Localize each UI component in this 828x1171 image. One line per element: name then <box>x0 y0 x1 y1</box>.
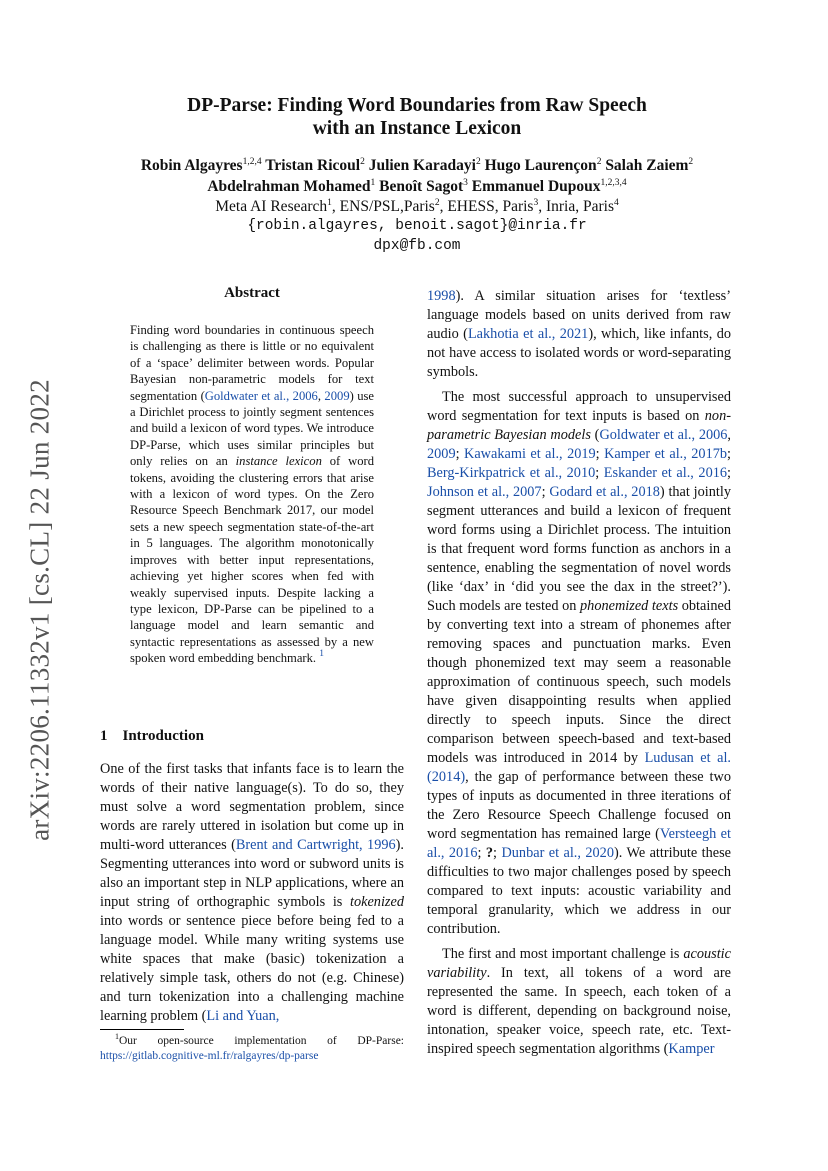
footnote-mark-link[interactable] <box>319 651 324 665</box>
body-text: ; <box>541 484 550 500</box>
citation-link[interactable]: 2009 <box>427 446 456 462</box>
footnote-url-link[interactable]: https://gitlab.cognitive-ml.fr/ralgayres/dp-parse <box>100 1050 319 1062</box>
body-text: ). We attribute these difficulties to two major challenges posed by speech compared to text inputs: acoustic variability and temporal granularity, which we address in our contribution. <box>427 845 732 937</box>
author-name: Abdelrahman Mohamed <box>207 178 371 195</box>
citation-link[interactable]: Versteegh et al., 2016 <box>427 826 732 861</box>
author-affil-mark: 1,2,3,4 <box>600 178 627 188</box>
citation-link[interactable]: Brent and Cartwright, 1996 <box>235 837 396 853</box>
body-text: ; <box>493 845 502 861</box>
citation-link[interactable]: Berg-Kirkpatrick et al., 2010 <box>427 465 596 481</box>
affil-mark: 3 <box>533 198 539 208</box>
affiliation-meta: Meta AI Research <box>215 198 328 215</box>
author-affil-mark: 2 <box>360 157 365 167</box>
citation-link[interactable]: 1998 <box>427 288 456 304</box>
body-text: ) that jointly segment utterances and build a lexicon of frequent word forms using a Dirichlet process. The intuition is that frequent word forms function as anchors in a sentence, enabling the segmentation of novel words (like ‘dax’ in ‘did you see the dax in the street?’). Such models are tested on <box>427 484 731 614</box>
arxiv-identifier <box>20 360 60 860</box>
body-text: . In text, all tokens of a word are represented the same. In speech, each token of a word is different, depending on background noise, intonation, speaker voice, speech rate, etc. Text-inspired speech segmentation algorithms ( <box>427 965 731 1057</box>
citation-link[interactable]: Kamper <box>668 1041 715 1057</box>
body-emphasis: acoustic variability <box>427 946 731 981</box>
body-emphasis: phonemized texts <box>580 598 679 614</box>
body-text: The most successful approach to unsupervised word segmentation for text inputs is based on <box>427 389 731 424</box>
affiliation-ens: , ENS/PSL,Paris <box>331 198 435 215</box>
abstract-text: of word tokens, avoiding the clustering errors that arise with a lexicon of word types. On the Zero Resource Speech Benchmark 2017, our model sets a new speech segmentation state-of-the-art in 5 languages. The algorithm monotonically improves with better input representations, achieving yet higher scores when fed with weakly supervised inputs. Despite lacking a type lexicon, DP-Parse can be pipelined to a language model and learn semantic and syntactic representations as assessed by a new spoken word embedding benchmark. <box>130 454 375 666</box>
body-text: ). Segmenting utterances into word or subword units is also an important step in NLP applications, where an input string of orthographic symbols is <box>100 837 404 910</box>
author-name: Hugo Laurençon <box>484 157 597 174</box>
section-number: 1 <box>100 728 108 744</box>
author-list <box>100 155 734 197</box>
author-affil-mark: 2 <box>688 157 694 167</box>
author-name: Salah Zaiem <box>605 157 689 174</box>
author-name: Julien Karadayi <box>368 157 476 174</box>
author-name: Benoît Sagot <box>379 178 464 195</box>
title-line-2: with an Instance Lexicon <box>312 118 522 139</box>
body-text: ; <box>727 465 732 481</box>
body-text: into words or sentence piece before being fed to a language model. While many writing systems use white spaces that make (basic) tokenization a relatively simple task, others do not (e.g. Chinese) and turn tokenization into a challenging machine learning problem ( <box>100 913 404 1024</box>
footnote <box>100 1034 404 1064</box>
abstract-text: , <box>317 388 325 403</box>
paper-title <box>100 94 734 140</box>
body-text: obtained by converting text into a stream of phonemes after removing spaces and punctuation marks. Even though phonemized text may seem a reasonable approximation of continuous speech, such models have given disappointing results when applied directly to speech inputs. Since the direct comparison between speech-based and text-based models was introduced in 2014 by <box>427 598 731 766</box>
abstract-text: Finding word boundaries in continuous speech is challenging as there is little or no equivalent of a ‘space’ delimiter between words. Popular Bayesian non-parametric models for text segmentation ( <box>130 323 374 403</box>
missing-citation-mark: ? <box>485 845 494 861</box>
right-column-body <box>427 287 731 1059</box>
citation-link[interactable]: Dunbar et al., 2020 <box>501 845 614 861</box>
citation-link[interactable]: Kamper et al., 2017b <box>604 446 728 462</box>
body-text: ; <box>595 446 605 462</box>
citation-link[interactable]: Ludusan et al. (2014) <box>427 750 731 785</box>
affil-mark: 4 <box>613 198 619 208</box>
abstract-text: ) use a Dirichlet process to jointly segment sentences and build a lexicon of word types. We introduce DP-Parse, which uses similar principles but only relies on an <box>130 388 375 469</box>
author-name: Robin Algayres <box>140 157 243 174</box>
author-affil-mark: 3 <box>463 178 468 188</box>
citation-link[interactable]: Goldwater et al., 2006 <box>599 427 728 443</box>
abstract-emphasis: instance lexicon <box>235 454 322 469</box>
abstract-body <box>130 322 374 667</box>
intro-paragraph-2 <box>427 388 731 939</box>
citation-link[interactable]: Johnson et al., 2007 <box>427 484 542 500</box>
author-name: Tristan Ricoul <box>265 157 361 174</box>
body-text: The first and most important challenge is <box>442 946 684 962</box>
body-text: ; <box>455 446 465 462</box>
author-line-1 <box>100 155 734 176</box>
title-line-1: DP-Parse: Finding Word Boundaries from Raw Speech <box>187 95 647 116</box>
author-line-2 <box>100 176 734 197</box>
author-affil-mark: 2 <box>596 157 602 167</box>
body-text: ). A similar situation arises for ‘textless’ language models based on units derived from raw audio ( <box>427 288 731 342</box>
abstract-heading: Abstract <box>224 285 280 301</box>
footnote-number: 1 <box>115 1032 119 1041</box>
citation-link[interactable]: 2009 <box>324 388 350 403</box>
intro-paragraph-1 <box>100 760 404 1026</box>
citation-link[interactable]: Kawakami et al., 2019 <box>464 446 596 462</box>
section-title: Introduction <box>122 728 204 744</box>
body-text: , <box>727 427 731 443</box>
affiliations <box>100 197 734 217</box>
body-emphasis: non-parametric Bayesian models <box>427 408 731 443</box>
affil-mark: 1 <box>327 198 332 208</box>
body-text: One of the first tasks that infants face is to learn the words of their native language(s). To do so, they must solve a word segmentation problem, since words are rarely uttered in isolation but come up in multi-word utterances ( <box>100 761 404 853</box>
footnote-rule <box>100 1029 184 1030</box>
body-text: ; <box>727 446 731 462</box>
affiliation-inria: , Inria, Paris <box>538 198 614 215</box>
author-emails <box>100 216 734 256</box>
affiliation-ehess: , EHESS, Paris <box>439 198 534 215</box>
footnote-text: Our open-source implementation of DP-Parse: <box>119 1035 404 1047</box>
citation-link[interactable]: Lakhotia et al., 2021 <box>467 326 589 342</box>
citation-link[interactable]: Li and Yuan, <box>206 1008 280 1024</box>
author-affil-mark: 1,2,4 <box>242 157 262 167</box>
section-heading-introduction <box>100 728 204 745</box>
footnote-mark: 1 <box>319 649 324 660</box>
body-text: ( <box>590 427 600 443</box>
body-text: ), which, like infants, do not have access to isolated words or word-separating symbols. <box>427 326 731 380</box>
author-affil-mark: 2 <box>475 157 481 167</box>
body-text: ; <box>477 845 486 861</box>
intro-paragraph-1-cont <box>427 287 731 382</box>
body-emphasis: tokenized <box>350 894 404 910</box>
citation-link[interactable]: Goldwater et al., 2006 <box>204 388 318 403</box>
arxiv-identifier-text: arXiv:2206.11332v1 [cs.CL] 22 Jun 2022 <box>24 379 55 841</box>
affil-mark: 2 <box>434 198 440 208</box>
email-line-2: dpx@fb.com <box>373 238 461 254</box>
citation-link[interactable]: Godard et al., 2018 <box>549 484 660 500</box>
citation-link[interactable]: Eskander et al., 2016 <box>603 465 728 481</box>
author-affil-mark: 1 <box>370 178 376 188</box>
body-text: ; <box>595 465 604 481</box>
body-text: , the gap of performance between these two types of inputs as documented in three iterations of the Zero Resource Speech Challenge focused on word segmentation has remained large ( <box>427 769 731 842</box>
author-name: Emmanuel Dupoux <box>471 178 601 195</box>
left-column-body <box>100 760 404 1026</box>
email-line-1: {robin.algayres, benoit.sagot}@inria.fr <box>247 218 587 234</box>
intro-paragraph-3 <box>427 945 731 1059</box>
